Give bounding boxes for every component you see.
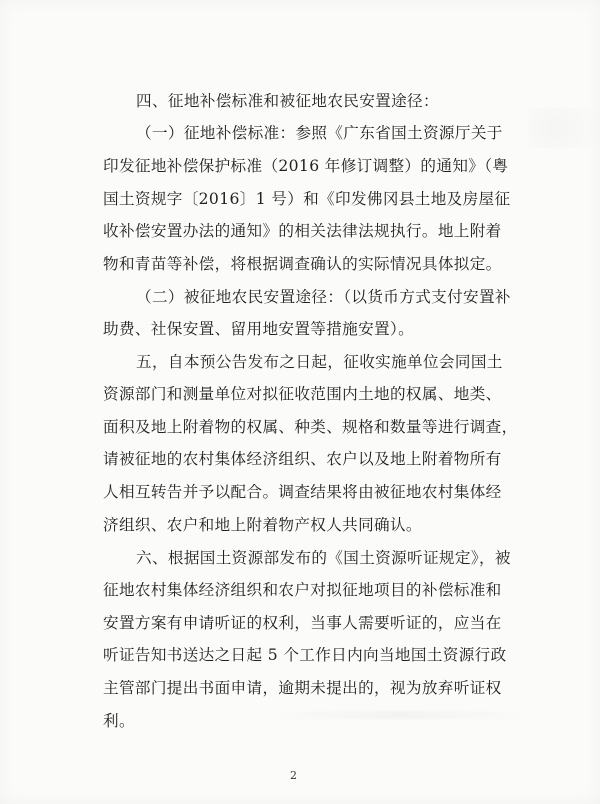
- paragraph-line: 济组织、农户和地上附着物产权人共同确认。: [103, 516, 422, 534]
- paragraph-line: 六、根据国土资源部发布的《国土资源听证规定》，被: [136, 549, 511, 567]
- paragraph-line: 国土资规字〔2016〕1 号）和《印发佛冈县土地及房屋征: [103, 190, 511, 208]
- paragraph-line: 利。: [103, 712, 135, 730]
- paragraph-line: 印发征地补偿保护标准（2016 年修订调整）的通知》（粤: [103, 157, 509, 175]
- paragraph-line: 助费、社保安置、留用地安置等措施安置）。: [103, 320, 415, 338]
- paragraph-line: 物和青苗等补偿，将根据调查确认的实际情况具体拟定。: [103, 255, 502, 273]
- paragraph-line: 人相互转告并予以配合。调查结果将由被征地农村集体经: [103, 483, 502, 501]
- page-number: 2: [290, 769, 297, 782]
- paragraph-line: 资源部门和测量单位对拟征收范围内土地的权属、地类、: [103, 385, 502, 403]
- paragraph-line: 面积及地上附着物的权属、种类、规格和数量等进行调查，: [103, 418, 518, 436]
- paragraph-line: 安置方案有申请听证的权利，当事人需要听证的，应当在: [103, 614, 502, 632]
- section-heading-four: 四、征地补偿标准和被征地农民安置途径：: [136, 92, 439, 110]
- paragraph-line: （一）征地补偿标准：参照《广东省国土资源厅关于: [136, 124, 503, 142]
- paragraph-line: 请被征地的农村集体经济组织、农户以及地上附着物所有: [103, 450, 502, 468]
- paragraph-line: 收补偿安置办法的通知》的相关法律法规执行。地上附着: [103, 222, 502, 240]
- paragraph-line: 五，自本预公告发布之日起，征收实施单位会同国土: [136, 353, 503, 371]
- paragraph-line: 征地农村集体经济组织和农户对拟征地项目的补偿标准和: [103, 581, 502, 599]
- paragraph-line: 听证告知书送达之日起 5 个工作日内向当地国土资源行政: [103, 646, 507, 664]
- paragraph-line: （二）被征地农民安置途径：（以货币方式支付安置补: [136, 288, 511, 306]
- paragraph-line: 主管部门提出书面申请，逾期未提出的，视为放弃听证权: [103, 679, 502, 697]
